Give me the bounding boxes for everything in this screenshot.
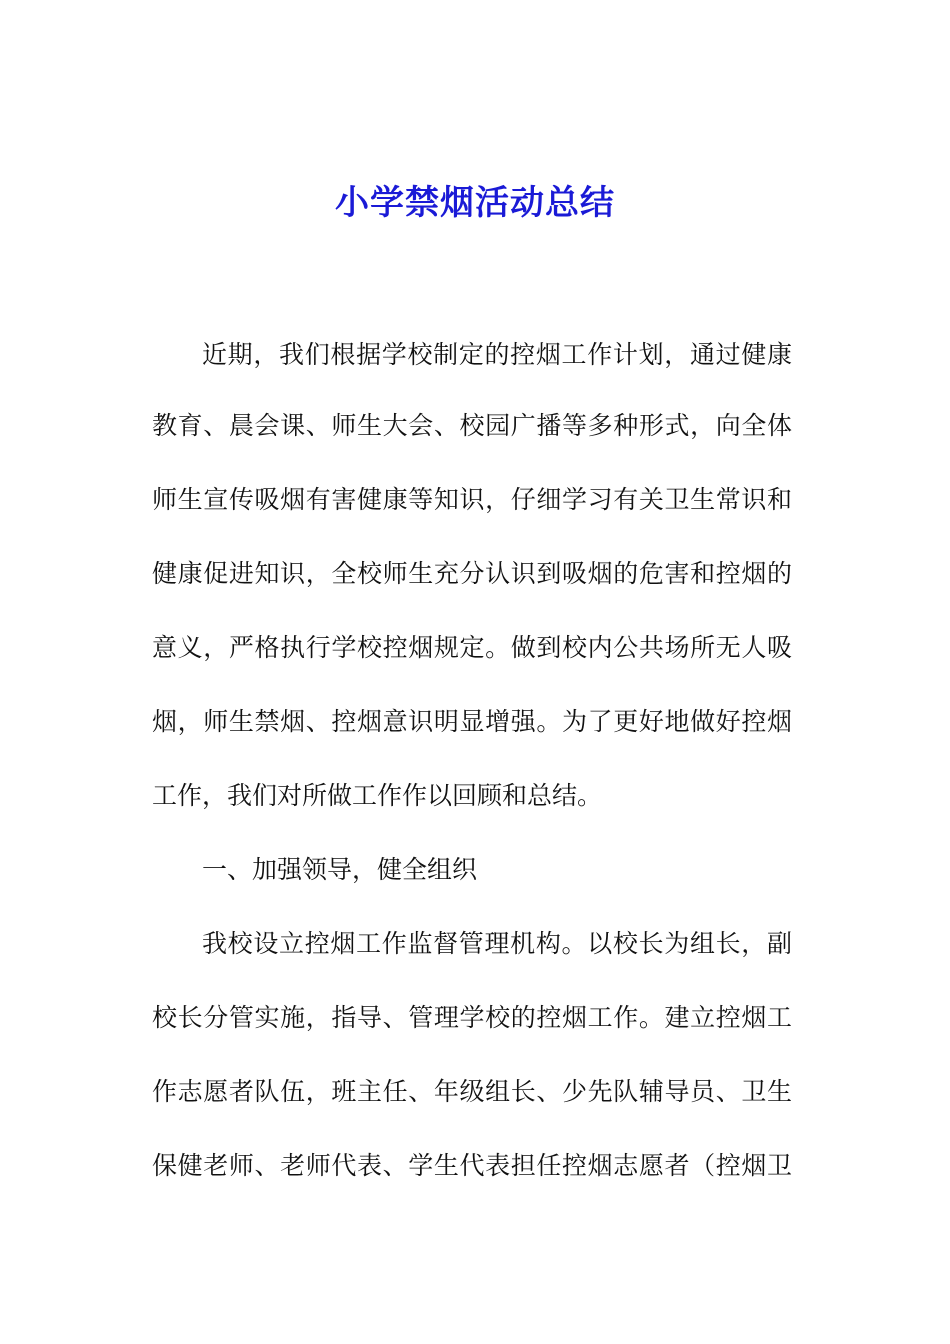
paragraph-1-line-6: 烟，师生禁烟、控烟意识明显增强。为了更好地做好控烟 bbox=[152, 707, 792, 736]
paragraph-1-line-1: 近期，我们根据学校制定的控烟工作计划，通过健康 bbox=[202, 340, 792, 369]
paragraph-1-line-5: 意义，严格执行学校控烟规定。做到校内公共场所无人吸 bbox=[152, 633, 792, 662]
paragraph-2-line-4: 保健老师、老师代表、学生代表担任控烟志愿者（控烟卫 bbox=[152, 1151, 792, 1180]
paragraph-1-line-4: 健康促进知识，全校师生充分认识到吸烟的危害和控烟的 bbox=[152, 559, 792, 588]
paragraph-2-line-2: 校长分管实施，指导、管理学校的控烟工作。建立控烟工 bbox=[152, 1003, 792, 1032]
paragraph-1-line-2: 教育、晨会课、师生大会、校园广播等多种形式，向全体 bbox=[152, 411, 792, 440]
paragraph-2-line-3: 作志愿者队伍，班主任、年级组长、少先队辅导员、卫生 bbox=[152, 1077, 792, 1106]
paragraph-2-line-1: 我校设立控烟工作监督管理机构。以校长为组长，副 bbox=[202, 929, 792, 958]
document-title: 小学禁烟活动总结 bbox=[335, 183, 615, 223]
paragraph-1-line-3: 师生宣传吸烟有害健康等知识，仔细学习有关卫生常识和 bbox=[152, 485, 792, 514]
section-heading-1: 一、加强领导，健全组织 bbox=[202, 855, 478, 884]
paragraph-1-line-7: 工作，我们对所做工作作以回顾和总结。 bbox=[152, 781, 603, 810]
